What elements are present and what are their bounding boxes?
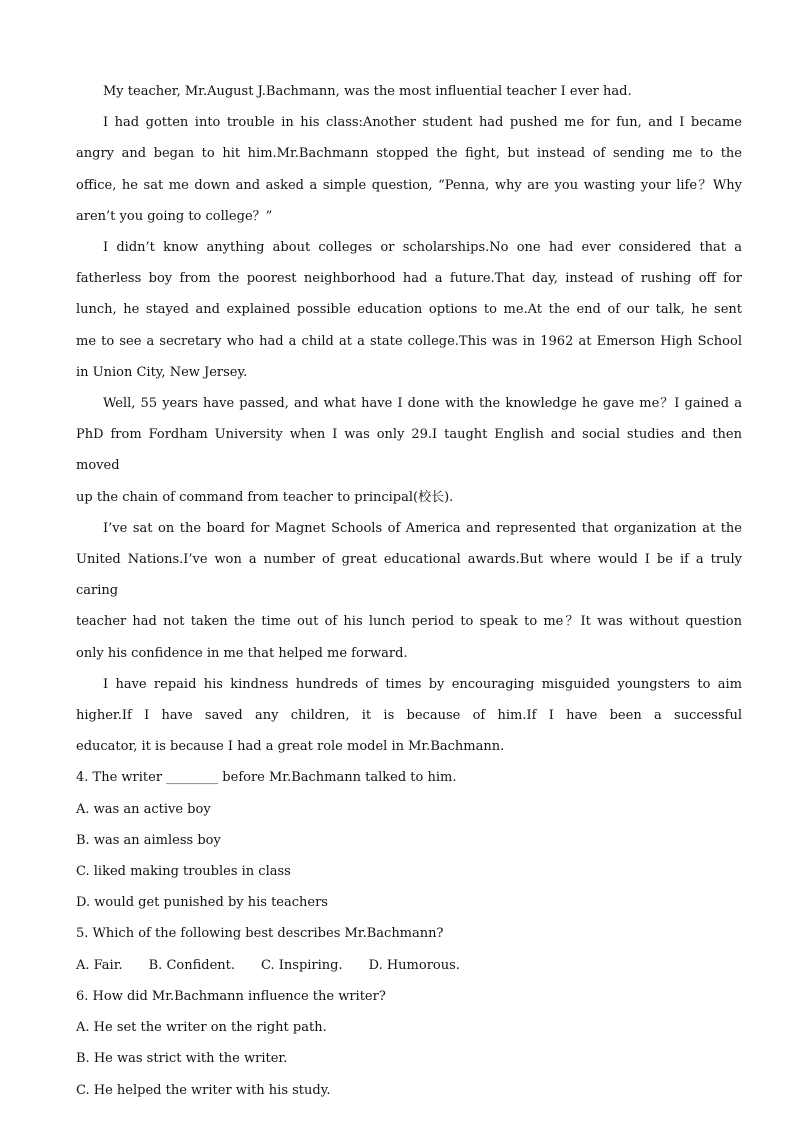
answer-option-d: D. Humorous. [368, 957, 460, 973]
answer-option-c: C. liked making troubles in class [76, 864, 291, 880]
answer-option-b: B. Confident. [148, 957, 236, 973]
paragraph-line: office, he sat me down and asked a simple question, “Penna, why are you wasting your life？Why [76, 177, 742, 193]
paragraph-line: educator, it is because I had a great role model in Mr.Bachmann. [76, 739, 505, 755]
paragraph-line: I have repaid his kindness hundreds of times by encouraging misguided youngsters to aim [103, 676, 742, 692]
question-6 [76, 981, 742, 1106]
paragraph-line: angry and began to hit him.Mr.Bachmann stopped the fight, but instead of sending me to the [76, 146, 742, 162]
answer-option-a: A. was an active boy [76, 801, 211, 817]
answer-option-a: A. He set the writer on the right path. [76, 1020, 327, 1036]
paragraph-1 [76, 76, 742, 107]
paragraph-2 [76, 107, 742, 232]
paragraph-line: only his confidence in me that helped me forward. [76, 645, 408, 661]
answer-option-c: C. He helped the writer with his study. [76, 1082, 331, 1098]
answer-option-b: B. was an aimless boy [76, 832, 221, 848]
question-4 [76, 762, 742, 918]
paragraph-line: PhD from Fordham University when I was only 29.I taught English and social studies and then moved [76, 427, 742, 474]
paragraph-3 [76, 232, 742, 388]
paragraph-line: teacher had not taken the time out of his lunch period to speak to me？It was without question [76, 614, 742, 630]
paragraph-line: I didn’t know anything about colleges or scholarships.No one had ever considered that a [103, 240, 742, 256]
answer-option-b: B. He was strict with the writer. [76, 1051, 288, 1067]
answer-options-row [76, 950, 742, 981]
question-stem: 4. The writer ________ before Mr.Bachmann talked to him. [76, 770, 457, 786]
paragraph-6 [76, 669, 742, 763]
paragraph-line: me to see a secretary who had a child at a state college.This was in 1962 at Emerson High School [76, 333, 742, 349]
paragraph-line: Well, 55 years have passed, and what have I done with the knowledge he gave me？I gained a [103, 396, 742, 412]
paragraph-line: My teacher, Mr.August J.Bachmann, was the most influential teacher I ever had. [103, 84, 632, 99]
paragraph-line: United Nations.I’ve won a number of great educational awards.But where would I be if a truly caring [76, 552, 742, 599]
paragraph-line: up the chain of command from teacher to principal(校长). [76, 489, 454, 505]
paragraph-line: I’ve sat on the board for Magnet Schools of America and represented that organization at the [103, 520, 742, 536]
paragraph-line: lunch, he stayed and explained possible education options to me.At the end of our talk, he sent [76, 302, 742, 318]
question-stem: 5. Which of the following best describes Mr.Bachmann? [76, 926, 444, 942]
paragraph-5 [76, 513, 742, 669]
paragraph-4 [76, 388, 742, 513]
document-page [76, 76, 742, 1106]
question-stem: 6. How did Mr.Bachmann influence the writer? [76, 988, 386, 1004]
paragraph-line: fatherless boy from the poorest neighborhood had a future.That day, instead of rushing off for [76, 271, 742, 287]
paragraph-line: I had gotten into trouble in his class:Another student had pushed me for fun, and I became [103, 115, 742, 131]
question-5 [76, 918, 742, 980]
paragraph-line: higher.If I have saved any children, it is because of him.If I have been a successful [76, 708, 742, 724]
answer-option-a: A. Fair. [76, 957, 123, 973]
answer-option-d: D. would get punished by his teachers [76, 895, 328, 911]
paragraph-line: aren’t you going to college？” [76, 208, 273, 224]
paragraph-line: in Union City, New Jersey. [76, 364, 248, 380]
answer-option-c: C. Inspiring. [261, 957, 343, 973]
